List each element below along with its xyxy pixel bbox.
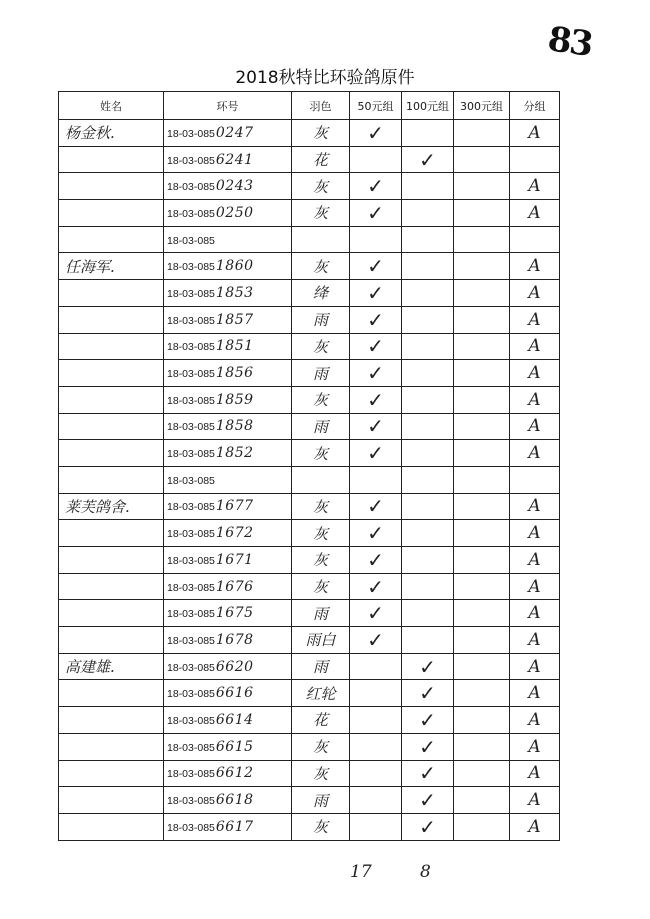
ring-prefix: 18-03-085 — [167, 421, 215, 434]
ring-prefix: 18-03-085 — [167, 821, 215, 834]
check-50-group: ✓ — [350, 386, 402, 413]
check-300-group — [454, 360, 510, 387]
table-row — [59, 493, 560, 520]
ring-number — [164, 253, 292, 280]
check-100-group — [402, 280, 454, 307]
ring-suffix: 1857 — [215, 311, 254, 328]
check-100-group — [402, 573, 454, 600]
check-50-group — [350, 226, 402, 253]
check-300-group — [454, 787, 510, 814]
check-100-group: ✓ — [402, 707, 454, 734]
check-50-group — [350, 680, 402, 707]
feather-color: 灰 — [292, 760, 350, 787]
check-300-group — [454, 146, 510, 173]
check-300-group — [454, 653, 510, 680]
ring-prefix: 18-03-085 — [167, 368, 215, 381]
check-50-group — [350, 653, 402, 680]
ring-number — [164, 707, 292, 734]
column-header-50: 50元组 — [350, 92, 402, 120]
owner-name — [59, 547, 164, 574]
group-label: A — [510, 547, 560, 574]
owner-name — [59, 733, 164, 760]
ring-number — [164, 333, 292, 360]
check-300-group — [454, 306, 510, 333]
column-header-100: 100元组 — [402, 92, 454, 120]
check-300-group — [454, 386, 510, 413]
feather-color: 雨 — [292, 360, 350, 387]
table-row — [59, 680, 560, 707]
check-100-group — [402, 627, 454, 654]
check-100-group — [402, 120, 454, 147]
check-50-group: ✓ — [350, 333, 402, 360]
check-100-group — [402, 200, 454, 227]
group-label: A — [510, 653, 560, 680]
ring-prefix: 18-03-085 — [167, 181, 215, 194]
document-title: 2018秋特比环验鸽原件 — [235, 68, 415, 88]
check-50-group: ✓ — [350, 440, 402, 467]
check-100-group: ✓ — [402, 680, 454, 707]
feather-color: 灰 — [292, 386, 350, 413]
group-label: A — [510, 173, 560, 200]
ring-suffix: 6618 — [215, 792, 254, 809]
group-label: A — [510, 333, 560, 360]
tally-100-group: 8 — [420, 862, 431, 882]
ring-number — [164, 173, 292, 200]
check-100-group — [402, 360, 454, 387]
owner-name: 高建雄. — [59, 653, 164, 680]
check-50-group: ✓ — [350, 413, 402, 440]
feather-color: 红轮 — [292, 680, 350, 707]
check-300-group — [454, 573, 510, 600]
ring-number — [164, 386, 292, 413]
check-300-group — [454, 120, 510, 147]
ring-number — [164, 146, 292, 173]
feather-color: 花 — [292, 707, 350, 734]
owner-name — [59, 440, 164, 467]
feather-color: 灰 — [292, 573, 350, 600]
ring-number — [164, 627, 292, 654]
owner-name — [59, 680, 164, 707]
column-header-300: 300元组 — [454, 92, 510, 120]
group-label: A — [510, 200, 560, 227]
header-row — [59, 92, 560, 120]
check-50-group: ✓ — [350, 627, 402, 654]
check-50-group: ✓ — [350, 520, 402, 547]
check-50-group: ✓ — [350, 360, 402, 387]
check-300-group — [454, 413, 510, 440]
column-header-group: 分组 — [510, 92, 560, 120]
check-50-group: ✓ — [350, 173, 402, 200]
table-row — [59, 440, 560, 467]
ring-prefix: 18-03-085 — [167, 741, 215, 754]
group-label: A — [510, 253, 560, 280]
group-label: A — [510, 360, 560, 387]
feather-color — [292, 466, 350, 493]
owner-name — [59, 760, 164, 787]
feather-color: 灰 — [292, 120, 350, 147]
owner-name: 任海军. — [59, 253, 164, 280]
check-300-group — [454, 280, 510, 307]
ring-prefix: 18-03-085 — [167, 768, 215, 781]
ring-number — [164, 413, 292, 440]
feather-color — [292, 226, 350, 253]
table-row — [59, 200, 560, 227]
table-row — [59, 146, 560, 173]
check-100-group: ✓ — [402, 813, 454, 840]
check-100-group — [402, 493, 454, 520]
check-100-group — [402, 386, 454, 413]
ring-prefix: 18-03-085 — [167, 448, 215, 461]
table-row — [59, 120, 560, 147]
feather-color: 灰 — [292, 173, 350, 200]
check-50-group: ✓ — [350, 200, 402, 227]
check-50-group: ✓ — [350, 120, 402, 147]
ring-prefix: 18-03-085 — [167, 688, 215, 701]
ring-suffix: 1675 — [215, 605, 254, 622]
check-50-group: ✓ — [350, 493, 402, 520]
owner-name — [59, 280, 164, 307]
ring-suffix: 1858 — [215, 418, 254, 435]
table-row — [59, 787, 560, 814]
ring-number — [164, 573, 292, 600]
ring-number — [164, 787, 292, 814]
check-300-group — [454, 253, 510, 280]
ring-prefix: 18-03-085 — [167, 394, 215, 407]
group-label: A — [510, 493, 560, 520]
check-300-group — [454, 627, 510, 654]
check-300-group — [454, 226, 510, 253]
check-100-group — [402, 440, 454, 467]
table-row — [59, 333, 560, 360]
ring-suffix: 1853 — [215, 284, 254, 301]
ring-suffix: 6620 — [215, 658, 254, 675]
ring-suffix: 6615 — [215, 738, 254, 755]
table-row — [59, 253, 560, 280]
check-100-group — [402, 253, 454, 280]
owner-name — [59, 707, 164, 734]
feather-color: 雨 — [292, 787, 350, 814]
table-row — [59, 226, 560, 253]
owner-name: 杨金秋. — [59, 120, 164, 147]
ring-number — [164, 653, 292, 680]
check-300-group — [454, 707, 510, 734]
table-row — [59, 627, 560, 654]
table-row — [59, 547, 560, 574]
check-50-group: ✓ — [350, 547, 402, 574]
ring-number — [164, 493, 292, 520]
group-label: A — [510, 707, 560, 734]
group-label: A — [510, 440, 560, 467]
check-300-group — [454, 466, 510, 493]
feather-color: 灰 — [292, 520, 350, 547]
page-number: 83 — [545, 19, 594, 65]
table-row — [59, 600, 560, 627]
check-50-group: ✓ — [350, 573, 402, 600]
check-300-group — [454, 547, 510, 574]
ring-prefix: 18-03-085 — [167, 661, 215, 674]
owner-name — [59, 200, 164, 227]
ring-prefix: 18-03-085 — [167, 714, 215, 727]
feather-color: 雨白 — [292, 627, 350, 654]
check-50-group — [350, 146, 402, 173]
check-50-group — [350, 760, 402, 787]
tally-50-group: 17 — [350, 862, 372, 882]
check-300-group — [454, 333, 510, 360]
ring-suffix: 0250 — [215, 204, 254, 221]
owner-name — [59, 360, 164, 387]
group-label: A — [510, 120, 560, 147]
table-body — [59, 120, 560, 841]
feather-color: 灰 — [292, 813, 350, 840]
check-50-group: ✓ — [350, 306, 402, 333]
check-300-group — [454, 680, 510, 707]
ring-prefix: 18-03-085 — [167, 127, 215, 140]
check-300-group — [454, 440, 510, 467]
check-300-group — [454, 733, 510, 760]
group-label: A — [510, 733, 560, 760]
ring-prefix: 18-03-085 — [167, 234, 215, 247]
check-100-group — [402, 333, 454, 360]
pigeon-registration-table — [58, 91, 560, 841]
ring-number — [164, 813, 292, 840]
owner-name — [59, 600, 164, 627]
group-label — [510, 146, 560, 173]
ring-prefix: 18-03-085 — [167, 261, 215, 274]
ring-number — [164, 226, 292, 253]
ring-suffix: 6614 — [215, 711, 254, 728]
group-label: A — [510, 386, 560, 413]
table-row — [59, 573, 560, 600]
check-300-group — [454, 173, 510, 200]
ring-prefix: 18-03-085 — [167, 608, 215, 621]
owner-name — [59, 627, 164, 654]
check-50-group — [350, 707, 402, 734]
group-label: A — [510, 680, 560, 707]
ring-suffix: 1671 — [215, 551, 254, 568]
column-header-color: 羽色 — [292, 92, 350, 120]
ring-suffix: 6612 — [215, 765, 254, 782]
owner-name — [59, 306, 164, 333]
ring-prefix: 18-03-085 — [167, 341, 215, 354]
owner-name — [59, 386, 164, 413]
group-label: A — [510, 760, 560, 787]
feather-color: 绛 — [292, 280, 350, 307]
check-100-group: ✓ — [402, 733, 454, 760]
feather-color: 灰 — [292, 733, 350, 760]
table-row — [59, 306, 560, 333]
check-100-group: ✓ — [402, 653, 454, 680]
feather-color: 雨 — [292, 306, 350, 333]
check-300-group — [454, 520, 510, 547]
ring-suffix: 1677 — [215, 498, 254, 515]
check-300-group — [454, 813, 510, 840]
ring-suffix: 1851 — [215, 338, 254, 355]
group-label: A — [510, 413, 560, 440]
owner-name — [59, 813, 164, 840]
table-row — [59, 653, 560, 680]
table-row — [59, 813, 560, 840]
ring-suffix: 6617 — [215, 818, 254, 835]
group-label: A — [510, 787, 560, 814]
table-row — [59, 707, 560, 734]
ring-prefix: 18-03-085 — [167, 634, 215, 647]
feather-color: 灰 — [292, 547, 350, 574]
group-label: A — [510, 813, 560, 840]
owner-name — [59, 520, 164, 547]
ring-prefix: 18-03-085 — [167, 314, 215, 327]
table-row — [59, 360, 560, 387]
table-row — [59, 520, 560, 547]
ring-number — [164, 760, 292, 787]
ring-suffix: 1676 — [215, 578, 254, 595]
group-label: A — [510, 600, 560, 627]
check-100-group — [402, 226, 454, 253]
ring-prefix: 18-03-085 — [167, 474, 215, 487]
column-header-ring: 环号 — [164, 92, 292, 120]
ring-suffix: 0243 — [215, 178, 254, 195]
check-300-group — [454, 760, 510, 787]
check-100-group — [402, 173, 454, 200]
check-50-group — [350, 466, 402, 493]
ring-suffix: 0247 — [215, 124, 254, 141]
group-label — [510, 466, 560, 493]
column-header-name: 姓名 — [59, 92, 164, 120]
group-label: A — [510, 280, 560, 307]
ring-prefix: 18-03-085 — [167, 287, 215, 300]
ring-number — [164, 440, 292, 467]
feather-color: 灰 — [292, 200, 350, 227]
check-50-group — [350, 787, 402, 814]
feather-color: 灰 — [292, 333, 350, 360]
feather-color: 雨 — [292, 600, 350, 627]
check-100-group — [402, 306, 454, 333]
table-row — [59, 733, 560, 760]
feather-color: 灰 — [292, 493, 350, 520]
owner-name — [59, 787, 164, 814]
ring-suffix: 1859 — [215, 391, 254, 408]
feather-color: 花 — [292, 146, 350, 173]
ring-suffix: 1856 — [215, 365, 254, 382]
owner-name — [59, 466, 164, 493]
feather-color: 雨 — [292, 653, 350, 680]
owner-name — [59, 173, 164, 200]
ring-number — [164, 200, 292, 227]
table-row — [59, 386, 560, 413]
check-50-group — [350, 813, 402, 840]
check-50-group — [350, 733, 402, 760]
check-100-group: ✓ — [402, 787, 454, 814]
ring-number — [164, 733, 292, 760]
owner-name: 莱芙鸽舍. — [59, 493, 164, 520]
owner-name — [59, 333, 164, 360]
group-label: A — [510, 520, 560, 547]
ring-number — [164, 120, 292, 147]
group-label — [510, 226, 560, 253]
table-row — [59, 280, 560, 307]
check-100-group — [402, 520, 454, 547]
owner-name — [59, 573, 164, 600]
group-label: A — [510, 627, 560, 654]
ring-suffix: 1860 — [215, 258, 254, 275]
ring-number — [164, 600, 292, 627]
check-100-group — [402, 547, 454, 574]
check-100-group: ✓ — [402, 760, 454, 787]
table-row — [59, 760, 560, 787]
ring-number — [164, 360, 292, 387]
feather-color: 灰 — [292, 440, 350, 467]
ring-number — [164, 306, 292, 333]
table-row — [59, 173, 560, 200]
ring-suffix: 6241 — [215, 151, 254, 168]
check-300-group — [454, 600, 510, 627]
ring-prefix: 18-03-085 — [167, 207, 215, 220]
check-50-group: ✓ — [350, 280, 402, 307]
ring-number — [164, 466, 292, 493]
ring-number — [164, 547, 292, 574]
ring-suffix: 1678 — [215, 631, 254, 648]
group-label: A — [510, 306, 560, 333]
check-50-group: ✓ — [350, 600, 402, 627]
table-row — [59, 413, 560, 440]
feather-color: 灰 — [292, 253, 350, 280]
feather-color: 雨 — [292, 413, 350, 440]
check-100-group: ✓ — [402, 146, 454, 173]
ring-prefix: 18-03-085 — [167, 501, 215, 514]
check-100-group — [402, 413, 454, 440]
ring-prefix: 18-03-085 — [167, 795, 215, 808]
group-label: A — [510, 573, 560, 600]
ring-prefix: 18-03-085 — [167, 154, 215, 167]
check-100-group — [402, 466, 454, 493]
ring-suffix: 1852 — [215, 445, 254, 462]
owner-name — [59, 413, 164, 440]
check-100-group — [402, 600, 454, 627]
owner-name — [59, 226, 164, 253]
ring-prefix: 18-03-085 — [167, 581, 215, 594]
check-300-group — [454, 493, 510, 520]
ring-number — [164, 280, 292, 307]
check-50-group: ✓ — [350, 253, 402, 280]
check-300-group — [454, 200, 510, 227]
ring-number — [164, 680, 292, 707]
ring-suffix: 1672 — [215, 525, 254, 542]
table-row — [59, 466, 560, 493]
ring-suffix: 6616 — [215, 685, 254, 702]
owner-name — [59, 146, 164, 173]
ring-prefix: 18-03-085 — [167, 554, 215, 567]
ring-number — [164, 520, 292, 547]
ring-prefix: 18-03-085 — [167, 528, 215, 541]
